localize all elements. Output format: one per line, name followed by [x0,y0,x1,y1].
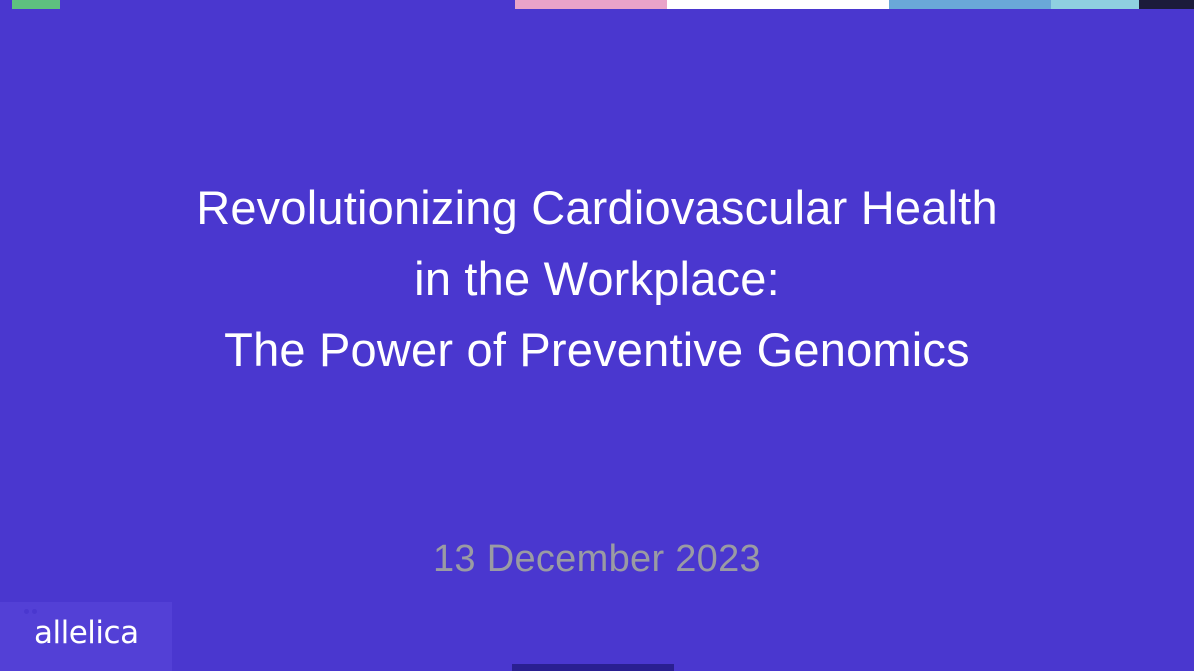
top-bar-segment [667,0,889,9]
title-line-1: Revolutionizing Cardiovascular Health [196,181,998,234]
top-bar-segment [12,0,60,9]
title-line-3: The Power of Preventive Genomics [224,323,970,376]
bottom-bar-segment [674,664,1194,671]
logo-dots-icon [23,609,40,619]
brand-logo [0,602,172,664]
slide-title [0,172,1194,385]
top-bar-segment [1139,0,1194,9]
bottom-bar-segment [172,664,512,671]
bottom-decorative-bar [0,664,1194,671]
top-bar-segment [0,0,12,9]
top-bar-segment [1051,0,1139,9]
bottom-bar-segment [512,664,674,671]
title-line-2: in the Workplace: [414,252,780,305]
slide-date: 13 December 2023 [432,538,761,580]
bottom-bar-segment [0,664,172,671]
top-bar-segment [515,0,667,9]
top-decorative-bar [0,0,1194,9]
top-bar-segment [889,0,1051,9]
logo-wordmark: allelica [34,615,139,651]
top-bar-segment [60,0,515,9]
